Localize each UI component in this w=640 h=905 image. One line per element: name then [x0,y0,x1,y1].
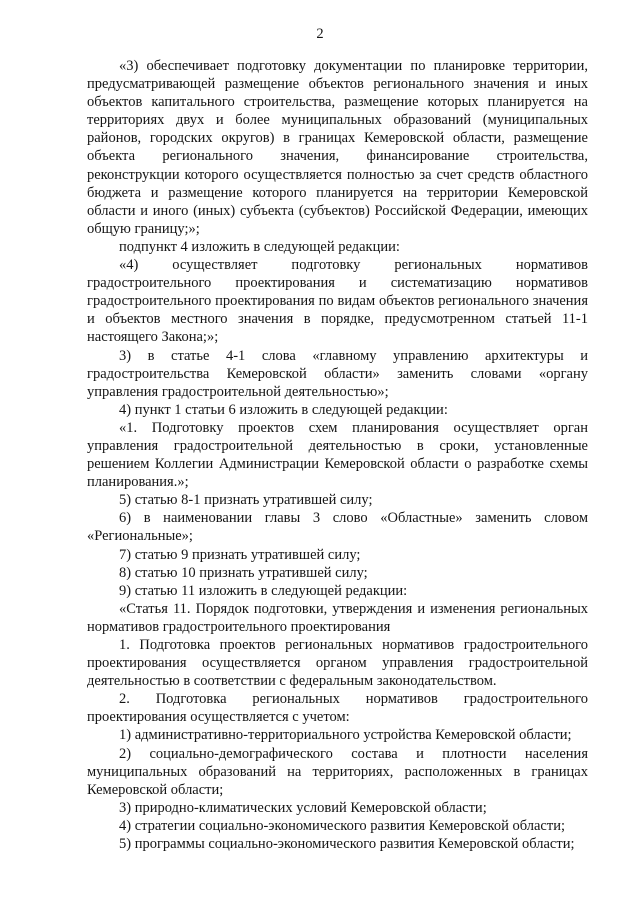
paragraph-clause-4-quote: «4) осуществляет подготовку региональных нормативов градостроительного проектирования и систематизацию нормативов градостроительного проектирования по видам объектов регионального значения и объектов местного значения в порядке, предусмотренном статьей 11-1 настоящего Закона;»; [87,257,588,346]
paragraph-article-11-point-2: 2. Подготовка региональных нормативов градостроительного проектирования осуществляется с учетом: [87,691,588,726]
list-item-1: 1) административно-территориального устройства Кемеровской области; [119,727,572,744]
page-number: 2 [316,26,324,42]
paragraph-item-5: 5) статью 8-1 признать утратившей силу; [119,492,373,509]
document-body [87,57,588,853]
paragraph-item-4: 4) пункт 1 статьи 6 изложить в следующей редакции: [119,401,448,418]
paragraph-subclause-4-intro: подпункт 4 изложить в следующей редакции: [119,238,400,255]
list-item-5: 5) программы социально-экономического развития Кемеровской области; [119,836,575,853]
paragraph-item-8: 8) статью 10 признать утратившей силу; [119,564,368,581]
paragraph-item-9: 9) статью 11 изложить в следующей редакции: [119,582,408,599]
paragraph-item-7: 7) статью 9 признать утратившей силу; [119,546,361,563]
paragraph-article-11-title: «Статья 11. Порядок подготовки, утверждения и изменения региональных нормативов градостроительного проектирования [87,600,588,635]
paragraph-article-6-quote: «1. Подготовку проектов схем планирования осуществляет орган управления градостроительной деятельностью в сроки, установленные решением Коллегии Администрации Кемеровской области о разработке схемы планирования.»; [87,419,588,491]
paragraph-article-11-point-1: 1. Подготовка проектов региональных нормативов градостроительного проектирования осуществляется органом управления градостроительной деятельностью в соответствии с федеральным законодательством. [87,637,588,690]
paragraph-clause-3-quote: «3) обеспечивает подготовку документации по планировке территории, предусматривающей размещение объектов регионального значения и иных объектов капитального строительства, размещение которых планируется на территориях двух и более муниципальных образований (муниципальных районов, городских округов) в границах Кемеровской области, размещение объекта регионального значения, финансирование строительства, реконструкции которого осуществляется полностью за счет средств областного бюджета и размещение которого планируется на территории Кемеровской области и иного (иных) субъекта (субъектов) Российской Федерации, имеющих общую границу;»; [87,58,588,237]
list-item-2: 2) социально-демографического состава и плотности населения муниципальных образований на территориях, расположенных в границах Кемеровской области; [87,745,588,798]
paragraph-item-6: 6) в наименовании главы 3 слово «Областные» заменить словом «Региональные»; [87,510,588,545]
list-item-3: 3) природно-климатических условий Кемеровской области; [119,799,487,816]
list-item-4: 4) стратегии социально-экономического развития Кемеровской области; [119,817,565,834]
paragraph-item-3: 3) в статье 4-1 слова «главному управлению архитектуры и градостроительства Кемеровской области» заменить словами «органу управления градостроительной деятельностью»; [87,347,588,400]
